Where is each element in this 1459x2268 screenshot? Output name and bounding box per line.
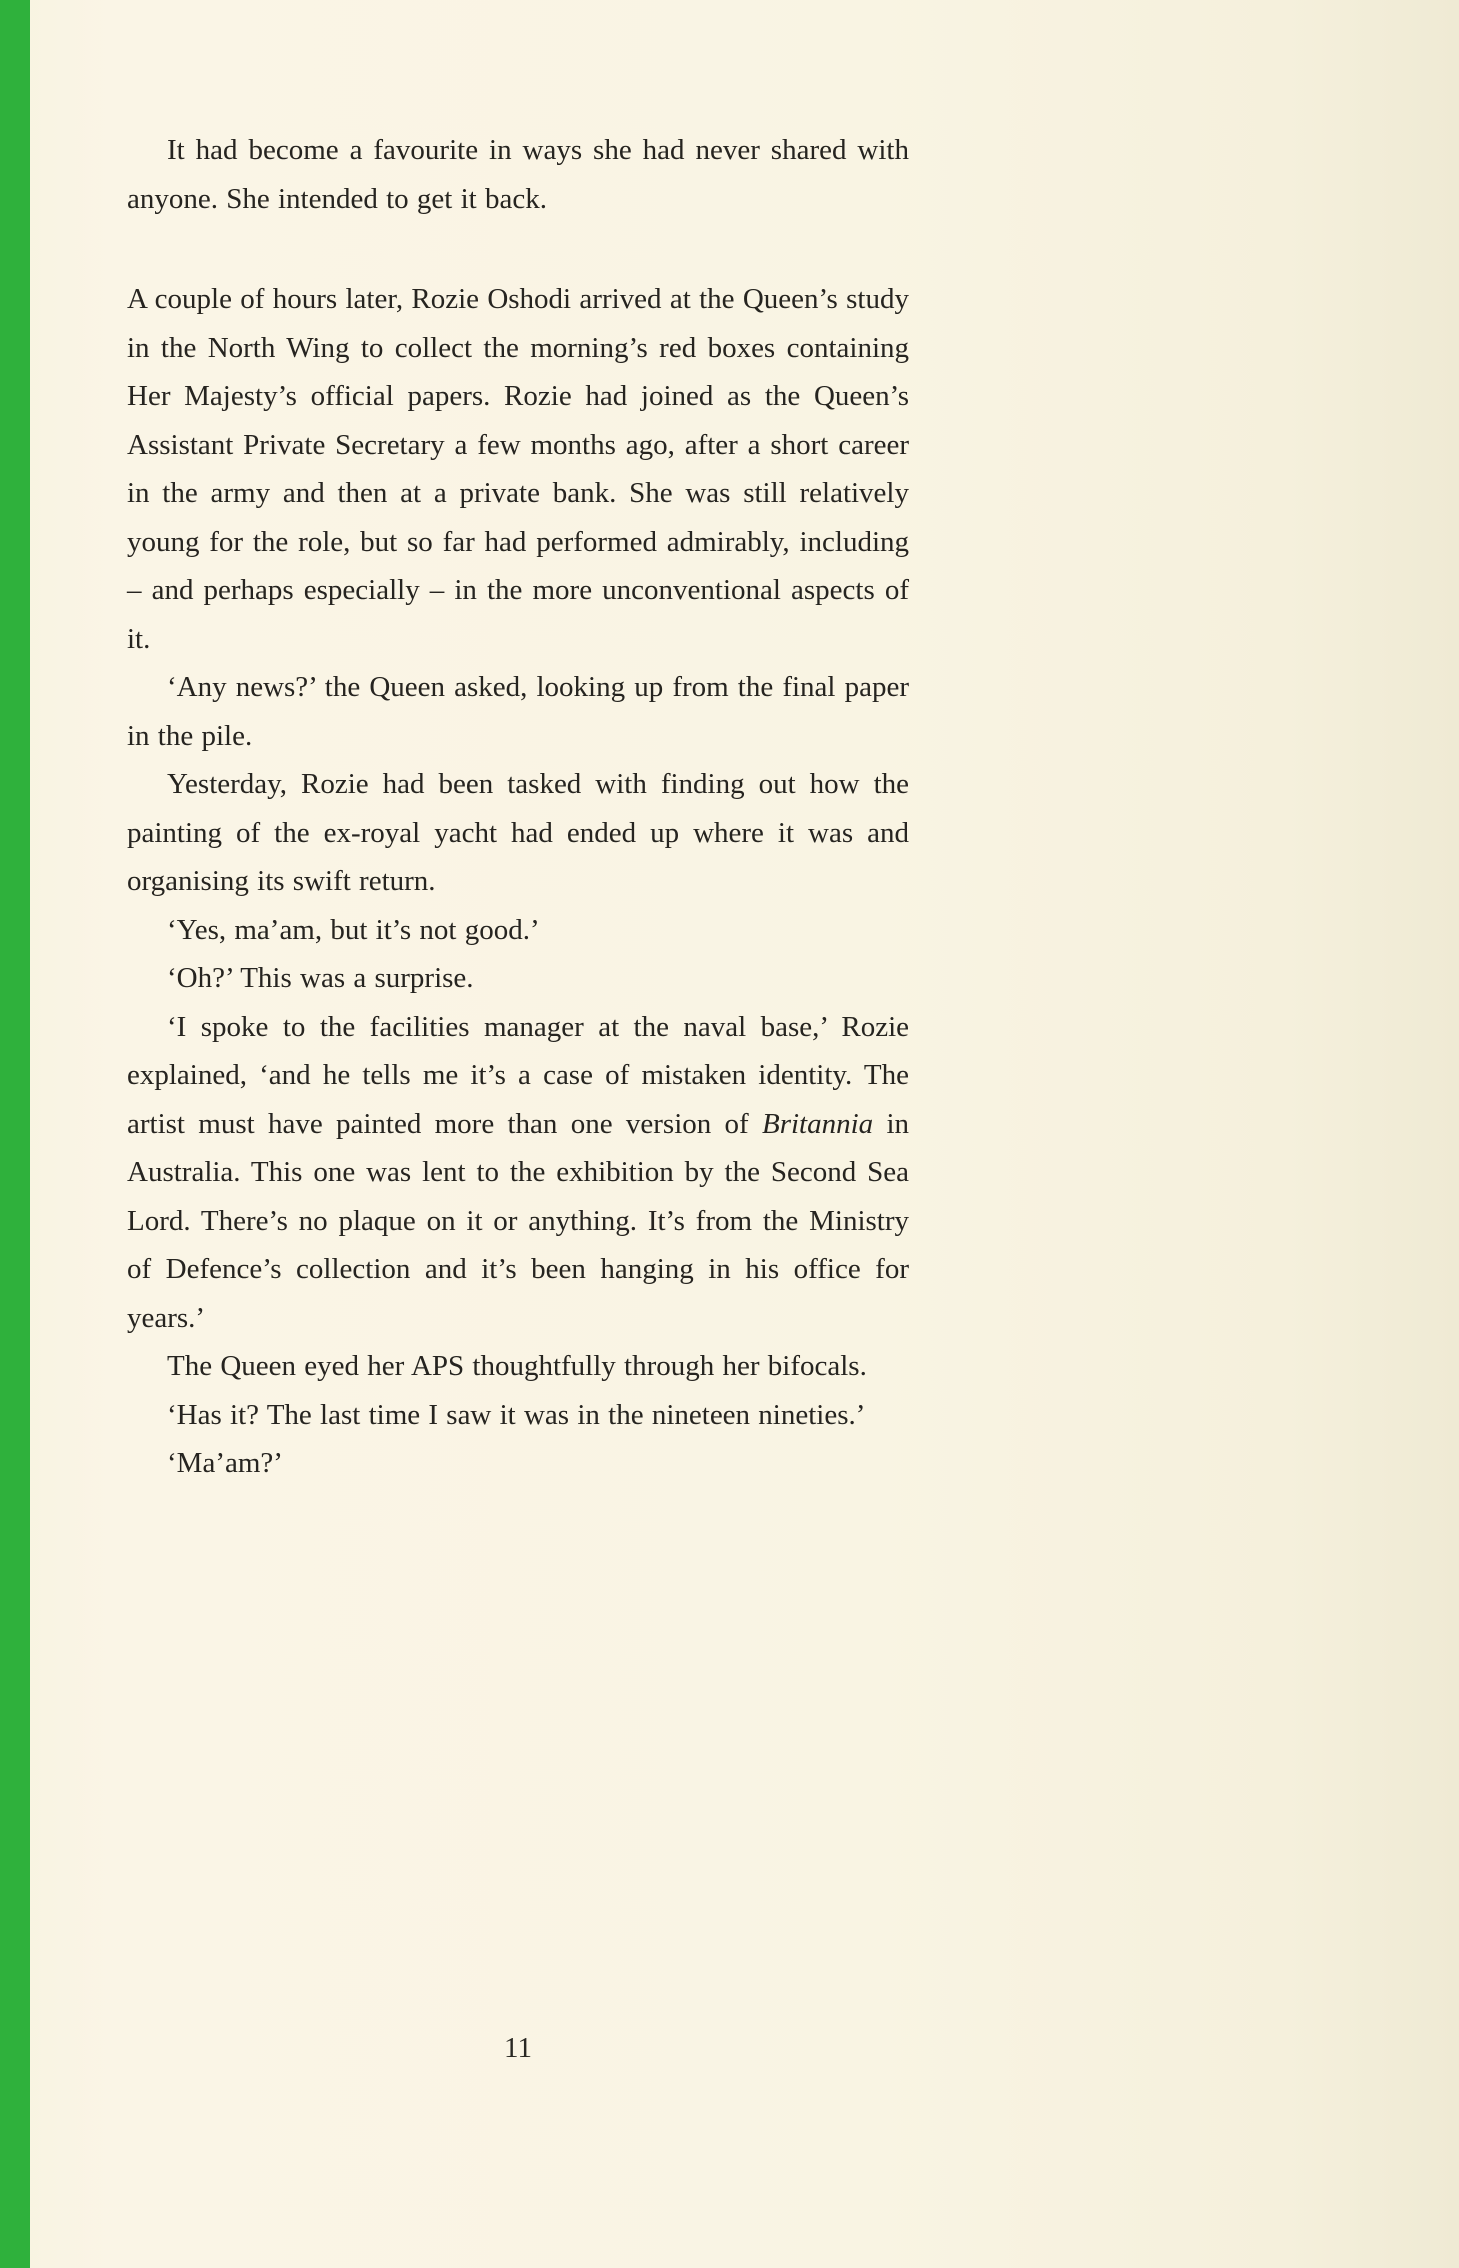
paragraph bbox=[127, 275, 909, 663]
text-segment: Yesterday, Rozie had been tasked with finding out how the painting of the ex-royal yacht had ended up where it was and organising its swift return. bbox=[127, 768, 909, 897]
paragraph bbox=[127, 1003, 909, 1343]
text-segment: The Queen eyed her APS thoughtfully through her bifocals. bbox=[167, 1350, 867, 1382]
text-segment: ‘Ma’am?’ bbox=[167, 1447, 283, 1479]
text-segment: ‘Oh?’ This was a surprise. bbox=[167, 962, 474, 994]
book-cover-edge bbox=[0, 0, 30, 2268]
text-segment: ‘Any news?’ the Queen asked, looking up from the final paper in the pile. bbox=[127, 671, 909, 752]
paragraph bbox=[127, 1342, 909, 1391]
text-segment: ‘Yes, ma’am, but it’s not good.’ bbox=[167, 913, 540, 946]
paragraph bbox=[127, 663, 909, 760]
paragraph bbox=[127, 1439, 909, 1488]
text-segment: It had become a favourite in ways she had never shared with anyone. She intended to get it back. bbox=[127, 134, 909, 215]
page-number: 11 bbox=[504, 2032, 532, 2064]
text-segment: ‘I spoke to the facilities manager at the naval base,’ Rozie explained, ‘and he tells me it’s a case of mistaken identity. The artist must have painted more than one version of bbox=[127, 1010, 909, 1140]
paragraph bbox=[127, 954, 909, 1003]
text-segment: ‘Has it? The last time I saw it was in the nineteen nineties.’ bbox=[167, 1398, 866, 1431]
paragraph bbox=[127, 906, 909, 955]
text-segment: in Australia. This one was lent to the exhibition by the Second Sea Lord. There’s no plaque on it or anything. It’s from the Ministry of Defence’s collection and it’s been hanging in his office for years.’ bbox=[127, 1107, 909, 1334]
paragraph bbox=[127, 760, 909, 906]
page-text-block bbox=[127, 126, 909, 1488]
text-segment: A couple of hours later, Rozie Oshodi arrived at the Queen’s study in the North Wing to collect the morning’s red boxes containing Her Majesty’s official papers. Rozie had joined as the Queen’s Assistant Private Secretary a few months ago, after a short career in the army and then at a private bank. She was still relatively young for the role, but so far had performed admirably, including – and perhaps especially – in the more unconventional aspects of it. bbox=[127, 283, 909, 655]
paragraph bbox=[127, 1391, 909, 1440]
italic-text-segment: Britannia bbox=[761, 1107, 874, 1140]
paragraph bbox=[127, 126, 909, 223]
